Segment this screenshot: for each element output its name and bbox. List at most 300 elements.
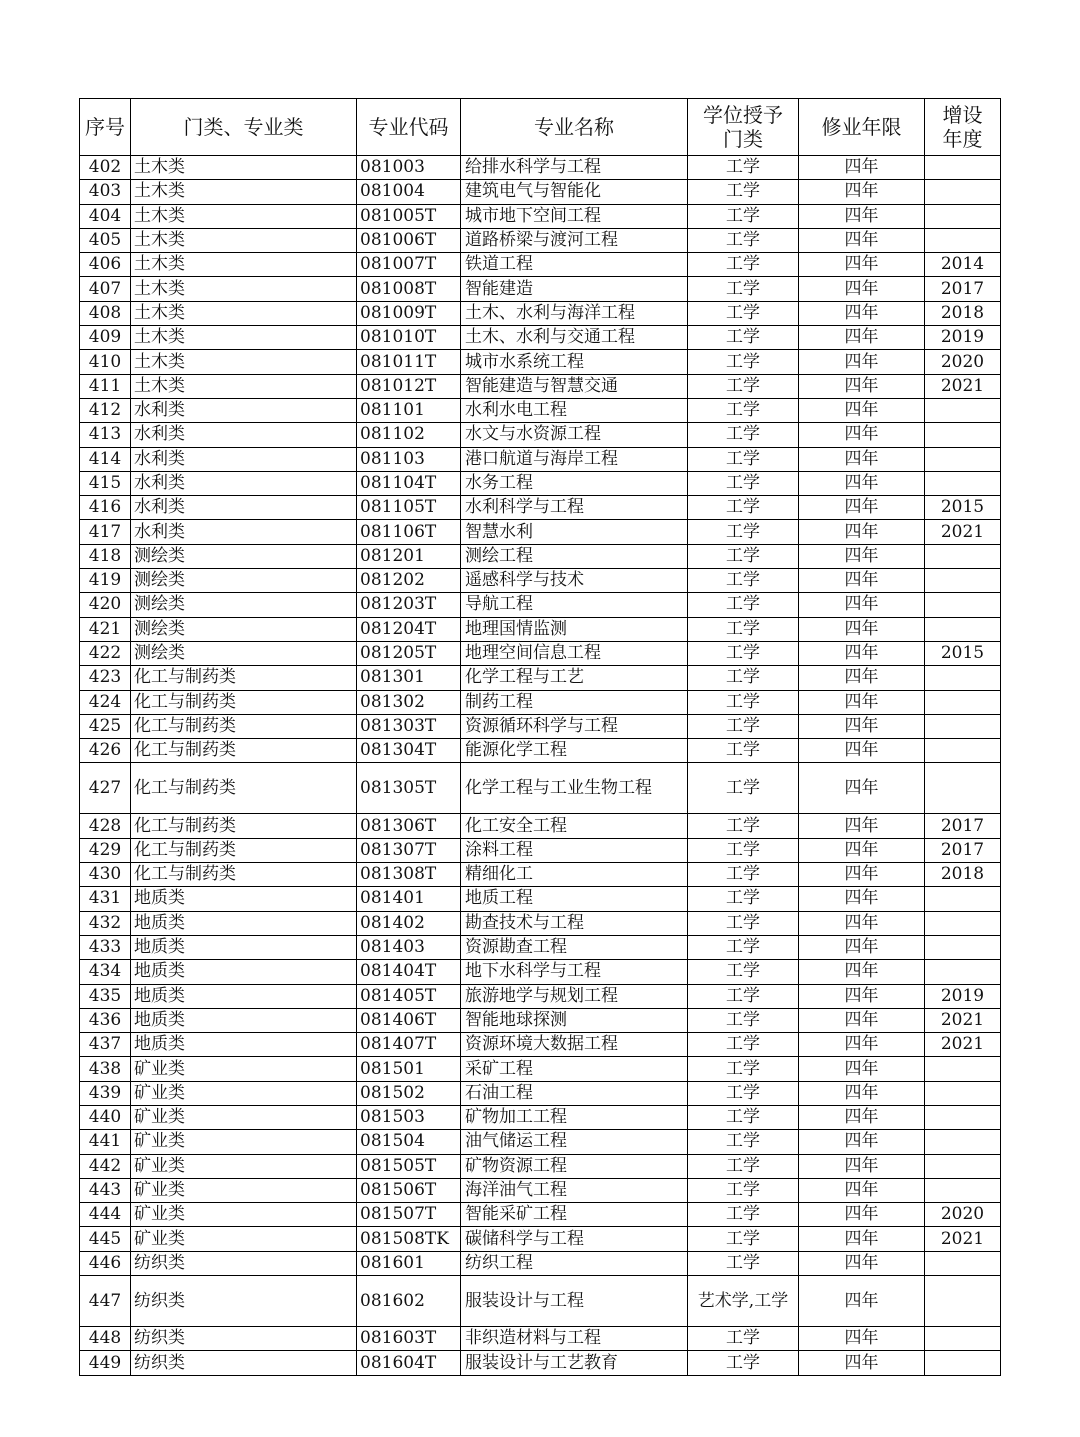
cell-degree: 工学 <box>688 911 799 935</box>
cell-added <box>925 1251 1001 1275</box>
cell-degree: 工学 <box>688 960 799 984</box>
cell-no: 409 <box>80 326 131 350</box>
cell-code: 081604T <box>357 1351 461 1375</box>
cell-category: 矿业类 <box>131 1178 357 1202</box>
cell-years: 四年 <box>799 1081 925 1105</box>
table-row <box>80 1327 1001 1351</box>
cell-code: 081602 <box>357 1276 461 1327</box>
cell-years: 四年 <box>799 763 925 814</box>
cell-years: 四年 <box>799 617 925 641</box>
cell-added <box>925 180 1001 204</box>
cell-no: 410 <box>80 350 131 374</box>
cell-added <box>925 544 1001 568</box>
cell-name: 石油工程 <box>461 1081 688 1105</box>
cell-no: 419 <box>80 569 131 593</box>
cell-code: 081101 <box>357 398 461 422</box>
table-row <box>80 714 1001 738</box>
cell-added: 2019 <box>925 326 1001 350</box>
cell-degree: 艺术学,工学 <box>688 1276 799 1327</box>
cell-years: 四年 <box>799 326 925 350</box>
cell-years: 四年 <box>799 1105 925 1129</box>
cell-years: 四年 <box>799 204 925 228</box>
cell-no: 446 <box>80 1251 131 1275</box>
cell-category: 矿业类 <box>131 1081 357 1105</box>
cell-added: 2021 <box>925 1008 1001 1032</box>
cell-added <box>925 960 1001 984</box>
cell-degree: 工学 <box>688 447 799 471</box>
cell-code: 081303T <box>357 714 461 738</box>
cell-years: 四年 <box>799 935 925 959</box>
cell-no: 404 <box>80 204 131 228</box>
header-name: 专业名称 <box>461 99 688 156</box>
cell-name: 涂料工程 <box>461 838 688 862</box>
cell-code: 081507T <box>357 1203 461 1227</box>
table-row <box>80 763 1001 814</box>
cell-name: 铁道工程 <box>461 253 688 277</box>
cell-no: 417 <box>80 520 131 544</box>
cell-name: 化工安全工程 <box>461 814 688 838</box>
cell-name: 采矿工程 <box>461 1057 688 1081</box>
cell-no: 438 <box>80 1057 131 1081</box>
cell-name: 精细化工 <box>461 863 688 887</box>
cell-added: 2015 <box>925 641 1001 665</box>
header-row <box>80 99 1001 156</box>
table-row <box>80 350 1001 374</box>
cell-category: 矿业类 <box>131 1227 357 1251</box>
cell-category: 矿业类 <box>131 1203 357 1227</box>
table-row <box>80 1276 1001 1327</box>
cell-no: 448 <box>80 1327 131 1351</box>
cell-added: 2021 <box>925 1033 1001 1057</box>
cell-degree: 工学 <box>688 593 799 617</box>
table-row <box>80 277 1001 301</box>
cell-degree: 工学 <box>688 763 799 814</box>
cell-added <box>925 1327 1001 1351</box>
table-row <box>80 739 1001 763</box>
cell-code: 081406T <box>357 1008 461 1032</box>
cell-years: 四年 <box>799 863 925 887</box>
table-row <box>80 1081 1001 1105</box>
table-row <box>80 447 1001 471</box>
table-row <box>80 641 1001 665</box>
cell-name: 非织造材料与工程 <box>461 1327 688 1351</box>
cell-added <box>925 690 1001 714</box>
cell-category: 纺织类 <box>131 1327 357 1351</box>
cell-no: 402 <box>80 156 131 180</box>
cell-category: 测绘类 <box>131 641 357 665</box>
cell-no: 430 <box>80 863 131 887</box>
cell-added <box>925 1351 1001 1375</box>
cell-added: 2017 <box>925 838 1001 862</box>
cell-added <box>925 1105 1001 1129</box>
cell-name: 测绘工程 <box>461 544 688 568</box>
cell-category: 土木类 <box>131 253 357 277</box>
table-row <box>80 911 1001 935</box>
majors-table-container <box>79 98 1000 1376</box>
cell-category: 土木类 <box>131 228 357 252</box>
cell-category: 纺织类 <box>131 1251 357 1275</box>
cell-degree: 工学 <box>688 1130 799 1154</box>
cell-code: 081012T <box>357 374 461 398</box>
table-row <box>80 666 1001 690</box>
cell-added <box>925 1130 1001 1154</box>
table-row <box>80 204 1001 228</box>
cell-added: 2020 <box>925 1203 1001 1227</box>
cell-years: 四年 <box>799 1154 925 1178</box>
cell-added <box>925 714 1001 738</box>
header-degree: 学位授予门类 <box>688 99 799 156</box>
cell-added <box>925 666 1001 690</box>
cell-degree: 工学 <box>688 326 799 350</box>
cell-category: 矿业类 <box>131 1130 357 1154</box>
cell-category: 地质类 <box>131 1033 357 1057</box>
cell-added <box>925 935 1001 959</box>
cell-code: 081007T <box>357 253 461 277</box>
cell-degree: 工学 <box>688 1251 799 1275</box>
cell-added <box>925 593 1001 617</box>
cell-no: 406 <box>80 253 131 277</box>
cell-category: 矿业类 <box>131 1154 357 1178</box>
cell-added <box>925 569 1001 593</box>
cell-category: 纺织类 <box>131 1276 357 1327</box>
cell-category: 水利类 <box>131 471 357 495</box>
table-row <box>80 1130 1001 1154</box>
cell-name: 土木、水利与交通工程 <box>461 326 688 350</box>
header-added: 增设年度 <box>925 99 1001 156</box>
cell-category: 水利类 <box>131 423 357 447</box>
cell-degree: 工学 <box>688 935 799 959</box>
cell-years: 四年 <box>799 496 925 520</box>
cell-code: 081011T <box>357 350 461 374</box>
cell-name: 能源化学工程 <box>461 739 688 763</box>
table-row <box>80 156 1001 180</box>
table-row <box>80 423 1001 447</box>
cell-name: 资源循环科学与工程 <box>461 714 688 738</box>
cell-no: 433 <box>80 935 131 959</box>
cell-code: 081106T <box>357 520 461 544</box>
cell-degree: 工学 <box>688 1178 799 1202</box>
cell-added <box>925 1178 1001 1202</box>
cell-category: 化工与制药类 <box>131 814 357 838</box>
cell-code: 081601 <box>357 1251 461 1275</box>
table-row <box>80 935 1001 959</box>
cell-years: 四年 <box>799 301 925 325</box>
table-row <box>80 1154 1001 1178</box>
cell-years: 四年 <box>799 1178 925 1202</box>
cell-code: 081205T <box>357 641 461 665</box>
cell-no: 425 <box>80 714 131 738</box>
cell-added <box>925 228 1001 252</box>
cell-code: 081508TK <box>357 1227 461 1251</box>
cell-name: 资源环境大数据工程 <box>461 1033 688 1057</box>
cell-years: 四年 <box>799 374 925 398</box>
cell-no: 407 <box>80 277 131 301</box>
cell-degree: 工学 <box>688 814 799 838</box>
table-row <box>80 301 1001 325</box>
table-row <box>80 593 1001 617</box>
cell-degree: 工学 <box>688 1105 799 1129</box>
cell-code: 081008T <box>357 277 461 301</box>
cell-category: 地质类 <box>131 911 357 935</box>
cell-years: 四年 <box>799 838 925 862</box>
cell-code: 081403 <box>357 935 461 959</box>
cell-degree: 工学 <box>688 301 799 325</box>
cell-years: 四年 <box>799 887 925 911</box>
cell-no: 408 <box>80 301 131 325</box>
cell-added <box>925 447 1001 471</box>
cell-no: 421 <box>80 617 131 641</box>
cell-years: 四年 <box>799 423 925 447</box>
cell-category: 水利类 <box>131 520 357 544</box>
cell-years: 四年 <box>799 569 925 593</box>
cell-no: 440 <box>80 1105 131 1129</box>
cell-degree: 工学 <box>688 1227 799 1251</box>
table-row <box>80 1351 1001 1375</box>
header-category: 门类、专业类 <box>131 99 357 156</box>
cell-code: 081603T <box>357 1327 461 1351</box>
cell-no: 442 <box>80 1154 131 1178</box>
cell-degree: 工学 <box>688 666 799 690</box>
cell-no: 426 <box>80 739 131 763</box>
cell-added <box>925 1154 1001 1178</box>
table-row <box>80 398 1001 422</box>
cell-category: 测绘类 <box>131 617 357 641</box>
cell-no: 418 <box>80 544 131 568</box>
cell-no: 424 <box>80 690 131 714</box>
cell-added: 2021 <box>925 520 1001 544</box>
table-row <box>80 253 1001 277</box>
cell-name: 水务工程 <box>461 471 688 495</box>
cell-years: 四年 <box>799 739 925 763</box>
cell-added <box>925 763 1001 814</box>
cell-name: 旅游地学与规划工程 <box>461 984 688 1008</box>
cell-code: 081104T <box>357 471 461 495</box>
cell-added: 2019 <box>925 984 1001 1008</box>
cell-degree: 工学 <box>688 617 799 641</box>
cell-category: 土木类 <box>131 301 357 325</box>
cell-name: 服装设计与工程 <box>461 1276 688 1327</box>
cell-no: 432 <box>80 911 131 935</box>
cell-category: 土木类 <box>131 156 357 180</box>
cell-no: 416 <box>80 496 131 520</box>
cell-years: 四年 <box>799 593 925 617</box>
cell-years: 四年 <box>799 1327 925 1351</box>
cell-no: 449 <box>80 1351 131 1375</box>
cell-years: 四年 <box>799 1227 925 1251</box>
header-no: 序号 <box>80 99 131 156</box>
cell-name: 水利水电工程 <box>461 398 688 422</box>
cell-name: 智能地球探测 <box>461 1008 688 1032</box>
cell-years: 四年 <box>799 641 925 665</box>
cell-degree: 工学 <box>688 1081 799 1105</box>
cell-name: 勘查技术与工程 <box>461 911 688 935</box>
cell-name: 土木、水利与海洋工程 <box>461 301 688 325</box>
cell-no: 441 <box>80 1130 131 1154</box>
table-row <box>80 1105 1001 1129</box>
cell-no: 414 <box>80 447 131 471</box>
cell-code: 081102 <box>357 423 461 447</box>
cell-category: 水利类 <box>131 447 357 471</box>
cell-years: 四年 <box>799 714 925 738</box>
cell-category: 化工与制药类 <box>131 666 357 690</box>
cell-name: 城市地下空间工程 <box>461 204 688 228</box>
cell-years: 四年 <box>799 1203 925 1227</box>
table-row <box>80 374 1001 398</box>
cell-name: 智慧水利 <box>461 520 688 544</box>
cell-category: 土木类 <box>131 277 357 301</box>
cell-code: 081402 <box>357 911 461 935</box>
cell-added <box>925 423 1001 447</box>
table-row <box>80 1033 1001 1057</box>
cell-degree: 工学 <box>688 496 799 520</box>
cell-code: 081010T <box>357 326 461 350</box>
cell-code: 081502 <box>357 1081 461 1105</box>
cell-added <box>925 1081 1001 1105</box>
table-row <box>80 520 1001 544</box>
cell-code: 081203T <box>357 593 461 617</box>
cell-code: 081307T <box>357 838 461 862</box>
cell-category: 水利类 <box>131 496 357 520</box>
cell-degree: 工学 <box>688 838 799 862</box>
cell-no: 444 <box>80 1203 131 1227</box>
cell-code: 081105T <box>357 496 461 520</box>
cell-degree: 工学 <box>688 1008 799 1032</box>
cell-added <box>925 204 1001 228</box>
cell-years: 四年 <box>799 666 925 690</box>
table-row <box>80 1008 1001 1032</box>
cell-name: 矿物资源工程 <box>461 1154 688 1178</box>
table-row <box>80 544 1001 568</box>
cell-code: 081103 <box>357 447 461 471</box>
cell-category: 土木类 <box>131 180 357 204</box>
cell-name: 油气储运工程 <box>461 1130 688 1154</box>
cell-added: 2015 <box>925 496 1001 520</box>
cell-degree: 工学 <box>688 544 799 568</box>
cell-degree: 工学 <box>688 984 799 1008</box>
cell-added: 2018 <box>925 301 1001 325</box>
majors-table <box>79 98 1001 1376</box>
cell-added <box>925 471 1001 495</box>
cell-category: 矿业类 <box>131 1057 357 1081</box>
cell-name: 智能建造与智慧交通 <box>461 374 688 398</box>
cell-years: 四年 <box>799 1276 925 1327</box>
cell-degree: 工学 <box>688 374 799 398</box>
table-row <box>80 471 1001 495</box>
cell-years: 四年 <box>799 1130 925 1154</box>
cell-added <box>925 156 1001 180</box>
cell-added <box>925 739 1001 763</box>
cell-code: 081308T <box>357 863 461 887</box>
cell-no: 447 <box>80 1276 131 1327</box>
cell-name: 服装设计与工艺教育 <box>461 1351 688 1375</box>
cell-category: 化工与制药类 <box>131 739 357 763</box>
cell-name: 地理空间信息工程 <box>461 641 688 665</box>
cell-name: 化学工程与工艺 <box>461 666 688 690</box>
cell-no: 422 <box>80 641 131 665</box>
table-row <box>80 1178 1001 1202</box>
cell-degree: 工学 <box>688 1057 799 1081</box>
cell-name: 制药工程 <box>461 690 688 714</box>
cell-code: 081301 <box>357 666 461 690</box>
cell-code: 081302 <box>357 690 461 714</box>
cell-no: 431 <box>80 887 131 911</box>
cell-degree: 工学 <box>688 253 799 277</box>
cell-degree: 工学 <box>688 1327 799 1351</box>
cell-category: 土木类 <box>131 204 357 228</box>
cell-name: 地下水科学与工程 <box>461 960 688 984</box>
table-row <box>80 984 1001 1008</box>
cell-code: 081405T <box>357 984 461 1008</box>
cell-code: 081003 <box>357 156 461 180</box>
cell-years: 四年 <box>799 447 925 471</box>
cell-no: 429 <box>80 838 131 862</box>
cell-degree: 工学 <box>688 471 799 495</box>
table-row <box>80 838 1001 862</box>
cell-no: 445 <box>80 1227 131 1251</box>
cell-code: 081204T <box>357 617 461 641</box>
cell-years: 四年 <box>799 544 925 568</box>
cell-added: 2020 <box>925 350 1001 374</box>
table-body <box>80 156 1001 1376</box>
cell-degree: 工学 <box>688 423 799 447</box>
cell-name: 资源勘查工程 <box>461 935 688 959</box>
cell-name: 建筑电气与智能化 <box>461 180 688 204</box>
header-years: 修业年限 <box>799 99 925 156</box>
cell-years: 四年 <box>799 1351 925 1375</box>
cell-degree: 工学 <box>688 863 799 887</box>
cell-added: 2018 <box>925 863 1001 887</box>
table-row <box>80 690 1001 714</box>
cell-no: 435 <box>80 984 131 1008</box>
table-header <box>80 99 1001 156</box>
cell-years: 四年 <box>799 228 925 252</box>
table-row <box>80 617 1001 641</box>
cell-category: 地质类 <box>131 960 357 984</box>
table-row <box>80 1057 1001 1081</box>
cell-category: 土木类 <box>131 374 357 398</box>
cell-category: 化工与制药类 <box>131 690 357 714</box>
cell-degree: 工学 <box>688 398 799 422</box>
cell-category: 测绘类 <box>131 569 357 593</box>
cell-name: 碳储科学与工程 <box>461 1227 688 1251</box>
cell-added: 2021 <box>925 1227 1001 1251</box>
cell-code: 081503 <box>357 1105 461 1129</box>
cell-category: 水利类 <box>131 398 357 422</box>
cell-name: 导航工程 <box>461 593 688 617</box>
cell-degree: 工学 <box>688 1033 799 1057</box>
cell-years: 四年 <box>799 253 925 277</box>
cell-years: 四年 <box>799 520 925 544</box>
cell-category: 纺织类 <box>131 1351 357 1375</box>
cell-code: 081004 <box>357 180 461 204</box>
cell-category: 化工与制药类 <box>131 838 357 862</box>
cell-years: 四年 <box>799 156 925 180</box>
table-row <box>80 326 1001 350</box>
cell-years: 四年 <box>799 690 925 714</box>
cell-name: 城市水系统工程 <box>461 350 688 374</box>
cell-degree: 工学 <box>688 1203 799 1227</box>
cell-category: 地质类 <box>131 935 357 959</box>
cell-no: 437 <box>80 1033 131 1057</box>
cell-no: 428 <box>80 814 131 838</box>
cell-no: 412 <box>80 398 131 422</box>
header-code: 专业代码 <box>357 99 461 156</box>
cell-no: 427 <box>80 763 131 814</box>
cell-years: 四年 <box>799 984 925 1008</box>
table-row <box>80 1227 1001 1251</box>
cell-added <box>925 398 1001 422</box>
cell-code: 081201 <box>357 544 461 568</box>
